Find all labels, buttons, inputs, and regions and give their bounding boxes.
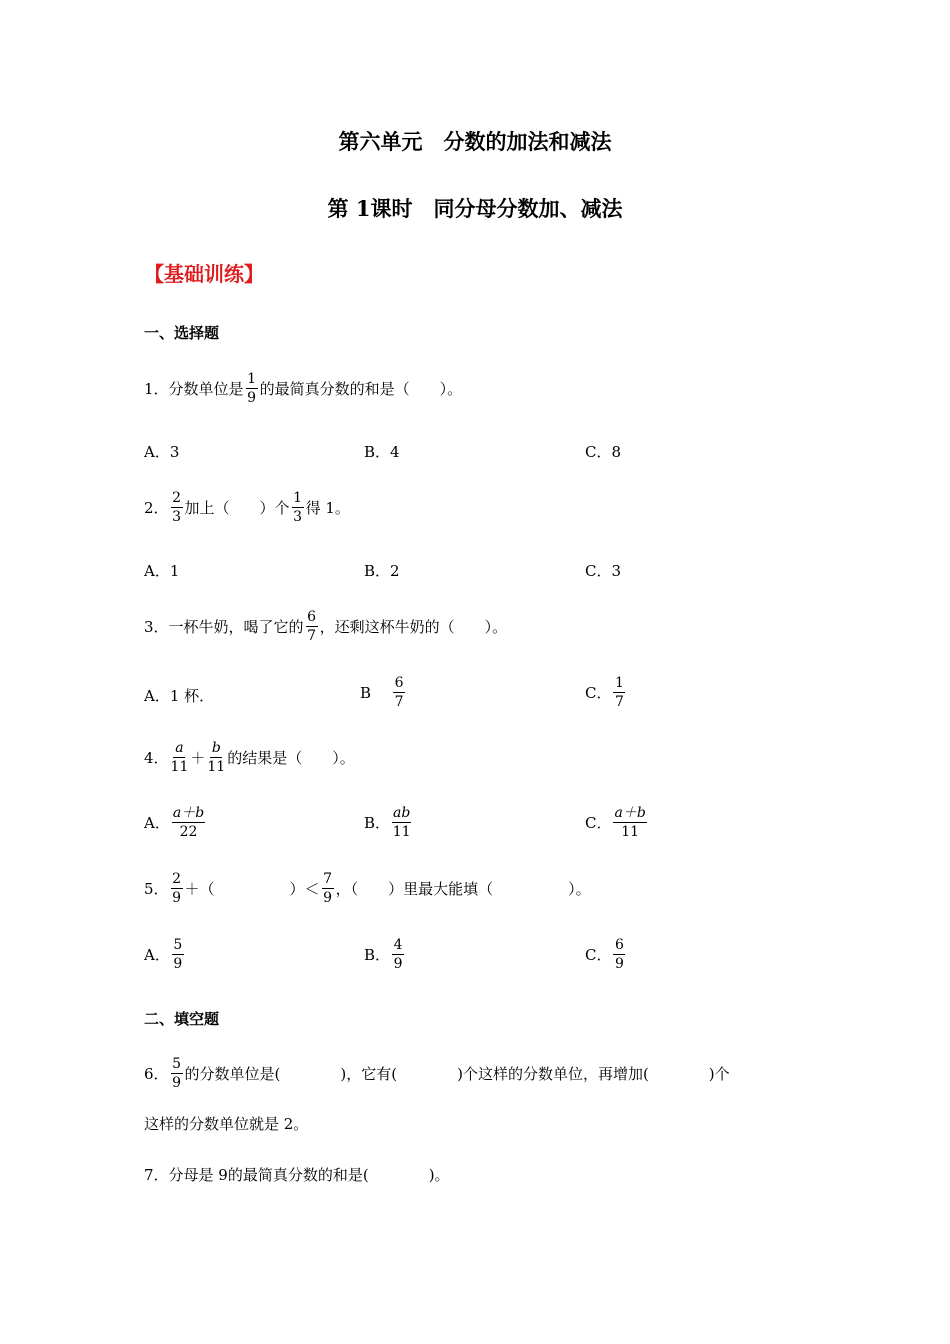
denominator: 7 (307, 628, 317, 644)
option-b (364, 938, 406, 971)
numerator: 5 (173, 937, 183, 953)
option-a: A．1 (144, 562, 180, 580)
fraction (171, 741, 189, 774)
denominator: 7 (394, 694, 404, 710)
question-6-continued: 这样的分数单位就是 2。 (144, 1115, 309, 1133)
question-text: 一杯牛奶，喝了它的 (168, 618, 304, 636)
fraction (392, 806, 411, 839)
denominator: 7 (615, 694, 624, 710)
option-b: B．4 (364, 443, 400, 461)
numerator: 6 (615, 937, 624, 953)
option-label: A． (144, 946, 170, 964)
option-a: A．1 杯． (144, 687, 215, 705)
numerator: 6 (307, 609, 317, 625)
numerator: 2 (172, 490, 181, 506)
question-text: 分数单位是 (168, 380, 244, 398)
option-label: B (360, 683, 372, 702)
denominator: 9 (393, 956, 403, 972)
section-choice-heading: 一、选择题 (144, 324, 220, 342)
numerator: 5 (172, 1056, 181, 1072)
numerator: a＋b (172, 805, 205, 821)
question-text: ，还剩这杯牛奶的（ ）。 (319, 618, 508, 636)
question-number: 1． (144, 380, 169, 398)
question-number: 4． (144, 749, 169, 767)
option-b (360, 676, 407, 709)
denominator: 9 (615, 956, 624, 972)
question-7: 7．分母是 9的最简真分数的和是( )。 (144, 1166, 450, 1184)
numerator: 1 (247, 371, 257, 387)
fraction (306, 610, 318, 643)
fraction (393, 676, 405, 709)
option-c (585, 938, 627, 971)
question-1 (144, 372, 462, 405)
option-a (144, 806, 207, 839)
numerator: a＋b (614, 805, 646, 821)
denominator: 9 (173, 956, 183, 972)
numerator: 6 (394, 675, 404, 691)
numerator: 1 (293, 490, 303, 506)
option-label: A． (144, 814, 170, 832)
question-3 (144, 610, 507, 643)
question-text: ＋（ ）＜ (184, 880, 320, 898)
option-label: C． (585, 814, 612, 832)
denominator: 9 (172, 890, 181, 906)
fraction (613, 806, 646, 839)
question-5 (144, 872, 591, 905)
question-text: 加上（ ）个 (184, 499, 290, 517)
option-c (585, 806, 649, 839)
denominator: 11 (621, 824, 640, 840)
question-2 (144, 491, 350, 524)
numerator: ab (393, 805, 411, 821)
question-text: 的分数单位是( )，它有( )个这样的分数单位，再增加( )个 (184, 1065, 730, 1083)
fraction (246, 372, 258, 405)
lesson-title: 第 1课时 同分母分数加、减法 (327, 196, 623, 221)
denominator: 3 (293, 509, 303, 525)
option-label: B． (364, 946, 391, 964)
fraction (322, 872, 334, 905)
option-label: C． (585, 946, 612, 964)
fraction (392, 938, 404, 971)
numerator: 2 (172, 871, 181, 887)
question-number: 3． (144, 618, 169, 636)
option-a: A．3 (144, 443, 180, 461)
question-6 (144, 1057, 730, 1090)
question-4 (144, 741, 355, 774)
question-number: 5． (144, 880, 169, 898)
denominator: 11 (207, 759, 226, 775)
option-c: C．3 (585, 562, 622, 580)
fraction (613, 938, 625, 971)
numerator: b (211, 740, 221, 756)
denominator: 9 (323, 890, 333, 906)
option-b (364, 806, 413, 839)
fraction (292, 491, 304, 524)
fraction (613, 676, 625, 709)
denominator: 3 (172, 509, 181, 525)
denominator: 22 (179, 824, 198, 840)
fraction (207, 741, 225, 774)
option-b: B．2 (364, 562, 400, 580)
question-number: 2． (144, 499, 169, 517)
denominator: 9 (172, 1075, 181, 1091)
fraction (171, 1057, 183, 1090)
fraction (171, 872, 183, 905)
option-a (144, 938, 186, 971)
option-label: B． (364, 814, 391, 832)
numerator: 7 (323, 871, 333, 887)
section-fill-heading: 二、填空题 (144, 1010, 220, 1028)
question-text: 得 1。 (305, 499, 350, 517)
denominator: 11 (392, 824, 411, 840)
question-text: ，（ ）里最大能填（ ）。 (335, 880, 591, 898)
unit-title: 第六单元 分数的加法和减法 (338, 129, 612, 154)
option-c: C．8 (585, 443, 622, 461)
question-text: 的结果是（ ）。 (227, 749, 355, 767)
fraction (172, 806, 205, 839)
question-text: 的最简真分数的和是（ ）。 (259, 380, 463, 398)
option-c (585, 676, 627, 709)
numerator: 1 (615, 675, 624, 691)
option-label: C． (585, 684, 612, 702)
fraction (172, 938, 184, 971)
denominator: 9 (247, 390, 257, 406)
denominator: 11 (170, 759, 189, 775)
plus-sign: ＋ (190, 749, 206, 767)
numerator: a (175, 740, 184, 756)
numerator: 4 (393, 937, 403, 953)
section-label: 【基础训练】 (144, 262, 264, 286)
question-number: 6． (144, 1065, 169, 1083)
fraction (171, 491, 183, 524)
